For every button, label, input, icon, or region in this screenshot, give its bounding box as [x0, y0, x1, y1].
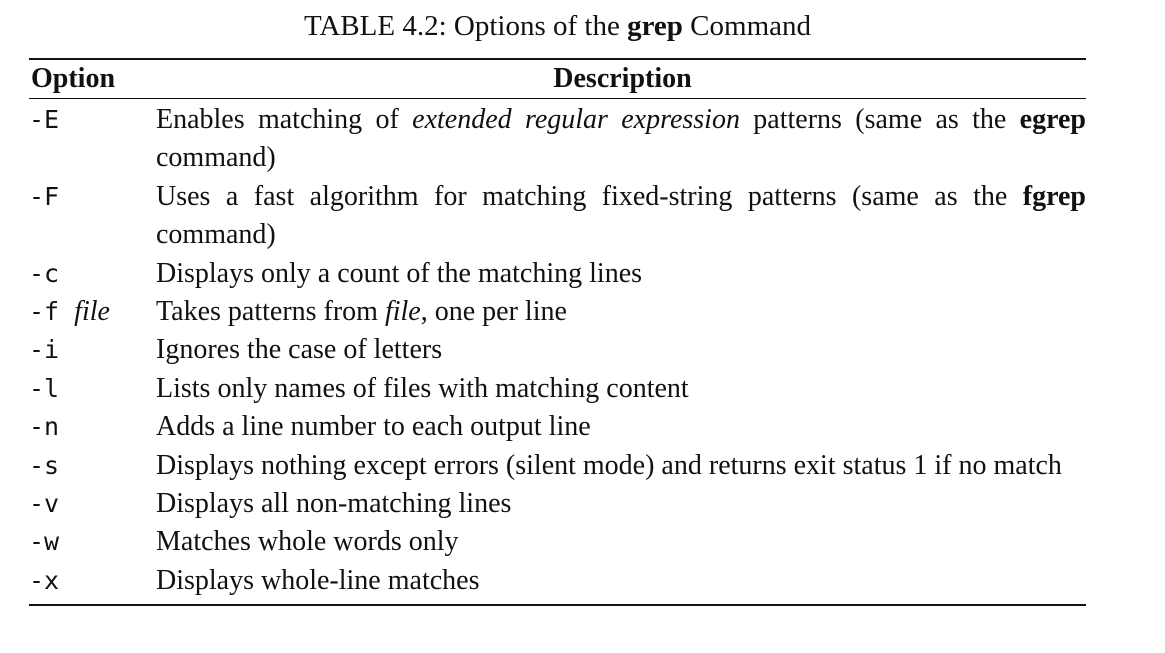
- description-cell: Displays all non-matching lines: [156, 488, 512, 520]
- caption-command: grep: [627, 10, 683, 42]
- description-cell: Matches whole words only: [156, 526, 459, 558]
- table-row: [29, 485, 1086, 523]
- description-command: egrep: [1019, 104, 1086, 135]
- table-row: [29, 562, 1086, 600]
- description-text: Enables matching of: [156, 104, 399, 135]
- table-row: [29, 447, 1086, 485]
- option-cell: -i: [29, 335, 60, 365]
- caption-suffix: Command: [690, 10, 812, 42]
- bottom-rule: [29, 604, 1086, 606]
- description-text: command): [156, 219, 276, 251]
- option-cell: -x: [29, 565, 60, 595]
- description-text: Takes patterns from: [156, 296, 378, 328]
- header-description: Description: [553, 63, 692, 94]
- table-body: [29, 99, 1086, 600]
- option-argument: file: [74, 296, 110, 328]
- description-command: fgrep: [1022, 180, 1086, 212]
- description-emphasis: file: [384, 296, 421, 328]
- header-option: Option: [31, 63, 116, 94]
- option-flag: -f: [29, 297, 60, 327]
- table-row: [29, 408, 1086, 446]
- description-cell: Ignores the case of letters: [156, 334, 443, 366]
- description-cell: [156, 178, 1086, 255]
- option-cell: [29, 293, 156, 331]
- option-cell: -v: [29, 489, 60, 519]
- description-text: , one per line: [420, 296, 567, 328]
- table-header: [29, 60, 1086, 98]
- table-row: [29, 255, 1086, 293]
- description-cell: Adds a line number to each output line: [156, 411, 591, 443]
- description-cell: [156, 293, 1086, 331]
- option-cell: -s: [29, 450, 60, 480]
- description-text: Uses a fast algorithm for matching fixed-string patterns (same as the: [156, 180, 1008, 212]
- description-text: command): [156, 142, 276, 174]
- option-cell: -l: [29, 373, 60, 403]
- option-cell: -F: [29, 181, 60, 211]
- option-cell: -E: [29, 105, 60, 134]
- description-cell: Displays nothing except errors (silent mode) and returns exit status 1 if no match: [156, 449, 1062, 481]
- description-emphasis: extended regular expression: [412, 104, 740, 135]
- description-cell: Lists only names of files with matching content: [156, 372, 689, 404]
- options-table: [29, 58, 1086, 606]
- table-row: [29, 523, 1086, 561]
- option-cell: -n: [29, 412, 60, 442]
- table-row: [29, 370, 1086, 408]
- table-row: [29, 293, 1086, 331]
- option-cell: -w: [29, 527, 60, 557]
- table-row: [29, 101, 1086, 178]
- description-cell: [156, 101, 1086, 178]
- table-row: [29, 178, 1086, 255]
- table-caption: [0, 6, 1115, 46]
- description-cell: Displays only a count of the matching lines: [156, 257, 643, 289]
- caption-prefix: TABLE 4.2: Options of the: [303, 10, 620, 42]
- description-cell: Displays whole-line matches: [156, 564, 480, 596]
- description-text: patterns (same as the: [753, 104, 1007, 135]
- table-row: [29, 331, 1086, 369]
- option-cell: -c: [29, 258, 60, 288]
